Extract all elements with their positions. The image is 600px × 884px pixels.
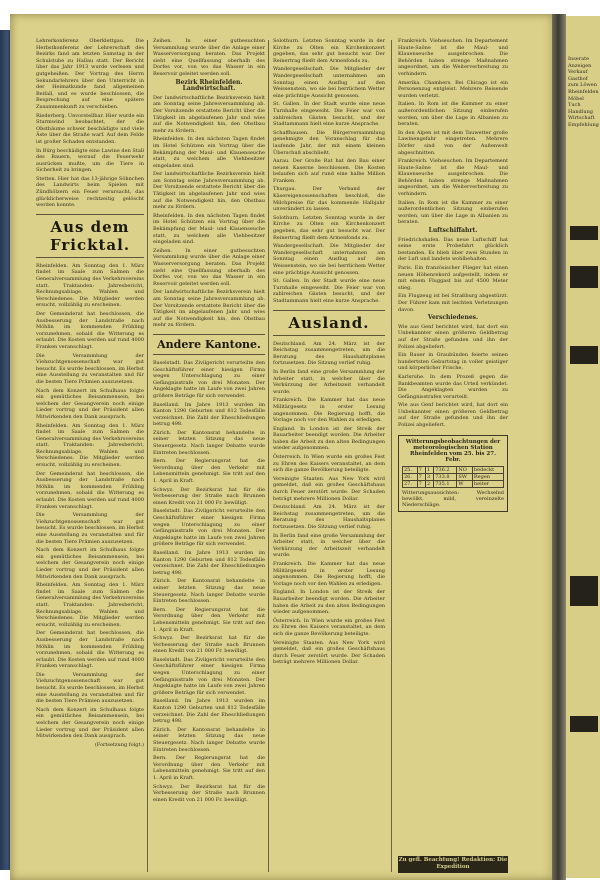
newspaper-page: [10, 14, 558, 880]
article-paragraph: Bern. Der Regierungsrat hat die Verordnung über den Verkehr mit Lebensmitteln genehmigt. Sie tritt auf den 1. April in Kraft.: [153, 458, 265, 485]
article-paragraph: Amerika. Chambers. Bei Chicago ist ein Personenzug entgleist. Mehrere Reisende wurden verletzt.: [398, 79, 508, 99]
adjacent-ad-block: [570, 266, 598, 288]
weather-note: Witterungsaussichten: Wechselnd bewölkt, mild, vereinzelte Niederschläge.: [402, 489, 504, 508]
article-paragraph: Wandergesellschaft. Die Mitglieder der Wandergesellschaft unternahmen am Sonntag einen Ausflug auf den Weissenstein, wo sie bei herrlichem Wetter eine prächtige Aussicht genossen.: [273, 243, 385, 276]
weather-row: [403, 473, 504, 480]
article-paragraph: Die Versammlung der Viehzuchtgenossenschaft war gut besucht. Es wurde beschlossen, im Herbst eine Ausstellung zu veranstalten und für die besten Tiere Prämien auszusetzen.: [36, 512, 144, 545]
article-paragraph: Schwyz. Der Bezirksrat hat für die Verbesserung der Straße nach Brunnen einen Kredit von 21 000 Fr. bewilligt.: [153, 486, 265, 506]
article-paragraph: England. In London ist der Streik der Bauarbeiter beendigt worden. Die Arbeiter haben die Arbeit zu den alten Bedingungen wieder aufgenommen.: [273, 589, 385, 616]
article-paragraph: Zürich. Der Kantonsrat behandelte in seiner letzten Sitzung das neue Steuergesetz. Nach langer Debatte wurde Eintreten beschlossen.: [153, 578, 265, 605]
article-paragraph: Baselland. Im Jahre 1913 wurden im Kanton 1290 Geburten und 812 Todesfälle verzeichnet. Die Zahl der Eheschließungen betrug 498.: [153, 549, 265, 576]
article-paragraph: Zürich. Der Kantonsrat behandelte in seiner letzten Sitzung das neue Steuergesetz. Nach langer Debatte wurde Eintreten beschlossen.: [153, 429, 265, 456]
weather-row: [403, 480, 504, 487]
adjacent-ad-block: [570, 346, 598, 364]
column-rule: [391, 40, 392, 872]
article-paragraph: Solothurn. Letzten Sonntag wurde in der Kirche zu Olten ein Kirchenkonzert gegeben, das sehr gut besucht war. Der Reinertrag fließt dem Armenfonds zu.: [273, 214, 385, 241]
weather-cell: 736.2: [434, 466, 457, 473]
weather-cell: 733.8: [434, 473, 457, 480]
article-paragraph: Der Gemeinderat hat beschlossen, die Ausbesserung der Landstraße nach Möhlin im kommenden Frühling vorzunehmen, sobald die Witterung es erlaubt. Die Kosten werden auf rund 4000 Franken veranschlagt.: [36, 311, 144, 350]
weather-cell: NO: [457, 466, 473, 473]
article-paragraph: Frankreich. Viehseuchen. Im Departement Haute-Saône ist die Maul- und Klauenseuche ausgebrochen. Die Behörden haben strenge Maßnahmen angeordnet, um die Weiterverbreitung zu verhindern.: [398, 158, 508, 198]
article-paragraph: Schwyz. Der Bezirksrat hat für die Verbesserung der Straße nach Brunnen einen Kredit von 21 000 Fr. bewilligt.: [153, 783, 265, 803]
article-paragraph: Der Gemeinderat hat beschlossen, die Ausbesserung der Landstraße nach Möhlin im kommenden Frühling vorzunehmen, sobald die Witterung es erlaubt. Die Kosten werden auf rund 4000 Franken veranschlagt.: [36, 470, 144, 510]
article-paragraph: Zeihen. In einer gutbesuchten Versammlung wurde über die Anlage einer Wasserversorgung beraten. Das Projekt sieht eine Quellfassung oberhalb des Dorfes vor, von wo das Wasser in ein Reservoir geleitet werden soll.: [153, 38, 265, 77]
article-paragraph: Baselstadt. Das Zivilgericht verurteilte den Geschäftsführer einer hiesigen Firma wegen Unterschlagung zu einer Gefängnisstrafe von drei Monaten. Der Angeklagte hatte im Laufe von zwei Jahren größere Beträge für sich verwendet.: [153, 656, 265, 696]
section-title-andere-kantone: Andere Kantone.: [153, 334, 265, 355]
article-paragraph: Paris. Ein französischer Flieger hat einen neuen Höhenrekord aufgestellt, indem er mit einem Fluggast bis auf 4500 Meter stieg.: [398, 265, 508, 291]
article-paragraph: Lehrerkonferenz Oberklettgau. Die Herbstkonferenz der Lehrerschaft des Bezirks fand am letzten Samstag in der Schulstube zu Hallau statt. Der Bericht über das Jahr 1913 wurde verlesen und gutgeheißen. Der Vortrag des Herrn Sekundarlehrers über den Unterricht in der Heimatkunde fand allgemeinen Beifall, und es wurde beschlossen, die Besprechung auf eine spätere Zusammenkunft zu verschieben.: [36, 38, 144, 110]
article-paragraph: Deutschland. Am 24. März ist der Reichstag zusammengetreten, um die Beratung des Haushaltsplanes fortzusetzen. Die Sitzung verlief ruhig.: [273, 340, 385, 367]
article-paragraph: In den Alpen ist mit dem Tauwetter große Lawinengefahr eingetreten. Mehrere Dörfer sind von der Außenwelt abgeschnitten.: [398, 129, 508, 156]
article-paragraph: Wandergesellschaft. Die Mitglieder der Wandergesellschaft unternahmen am Sonntag einen Ausflug auf den Weissenstein, wo sie bei herrlichem Wetter eine prächtige Aussicht genossen.: [273, 66, 385, 99]
column-rule: [147, 40, 148, 872]
article-paragraph: Thurgau. Der Verband der Käsereigenossenschaften beschloß, die Milchpreise für das kommende Halbjahr unverändert zu lassen.: [273, 186, 385, 213]
weather-cell: 27.: [403, 480, 418, 487]
subheading: Bezirk Rheinfelden. Landwirtschaft.: [175, 78, 243, 93]
article-paragraph: Nach dem Konzert im Schulhaus folgte ein gemütliches Beisammensein, bei welchem der Gesangverein noch einige Lieder vortrug und der Präsident allen Mitwirkenden den Dank aussprach.: [36, 547, 144, 580]
article-paragraph: Italien. In Rom ist die Kammer zu einer außerordentlichen Sitzung einberufen worden, um über die Lage in Albanien zu beraten.: [398, 199, 508, 226]
article-paragraph: Baselland. Im Jahre 1913 wurden im Kanton 1290 Geburten und 812 Todesfälle verzeichnet. Die Zahl der Eheschließungen betrug 498.: [153, 698, 265, 725]
adjacent-page-text: Inserate Anzeigen Verkauf Gasthof zum Löwen Rheinfelden Möbel Tuch Handlung Wirtschaft Empfehlung: [568, 56, 599, 128]
article-paragraph: Stetten. Hier hat das 13-jährige Söhnchen des Landwirts beim Spielen mit Zündhölzern ein Feuer verursacht, das glücklicherweise rechtzeitig gelöscht werden konnte.: [36, 175, 144, 209]
article-paragraph: Baselland. Im Jahre 1913 wurden im Kanton 1290 Geburten und 812 Todesfälle verzeichnet. Die Zahl der Eheschließungen betrug 498.: [153, 401, 265, 428]
article-paragraph: Friedrichshafen. Das neue Luftschiff hat seine erste Probefahrt glücklich bestanden. Es blieb über zwei Stunden in der Luft und landete wohlbehalten.: [398, 236, 508, 263]
article-paragraph: Nach dem Konzert im Schulhaus folgte ein gemütliches Beisammensein, bei welchem der Gesangverein noch einige Lieder vortrug und der Präsident allen Mitwirkenden den Dank aussprach.: [36, 387, 144, 420]
article-paragraph: Frankreich. Die Kammer hat das neue Militärgesetz in erster Lesung angenommen. Die Regierung hofft, die Vorlage noch vor den Wahlen zu erledigen.: [273, 560, 385, 587]
article-paragraph: Der landwirtschaftliche Bezirksverein hielt am Sonntag seine Jahresversammlung ab. Der Vorsitzende erstattete Bericht über die Tätigkeit im abgelaufenen Jahr und wies auf die Notwendigkeit hin, den Obstbau mehr zu fördern.: [153, 171, 265, 211]
article-paragraph: Zeihen. In einer gutbesuchten Versammlung wurde über die Anlage einer Wasserversorgung beraten. Das Projekt sieht eine Quellfassung oberhalb des Dorfes vor, von wo das Wasser in ein Reservoir geleitet werden soll.: [153, 247, 265, 287]
article-paragraph: In Bürg beschädigte eine Lawine den Stall des Bauern, worauf die Feuerwehr ausrücken mußte, um die Tiere in Sicherheit zu bringen.: [36, 147, 144, 174]
adjacent-page-edge: [566, 16, 600, 878]
adjacent-ad-block: [570, 576, 598, 606]
column-2: [153, 38, 265, 880]
article-paragraph: Ein Bauer in Graubünden feierte seinen hundertsten Geburtstag in voller geistiger und körperlicher Frische.: [398, 352, 508, 372]
article-paragraph: Italien. In Rom ist die Kammer zu einer außerordentlichen Sitzung einberufen worden, um über die Lage in Albanien zu beraten.: [398, 101, 508, 128]
article-paragraph: Rheinfelden. Am Sonntag den 1. März findet im Saale zum Salmen die Generalversammlung des Verkehrsvereins statt. Traktanden: Jahresbericht, Rechnungsablage, Wahlen und Verschiedenes. Die Mitglieder werden ersucht, vollzählig zu erscheinen.: [36, 582, 144, 628]
column-3: [273, 38, 385, 880]
column-1: [36, 38, 144, 880]
weather-cell: W: [457, 480, 473, 487]
weather-cell: bedeckt: [472, 466, 503, 473]
page-gutter: [552, 14, 566, 880]
article-paragraph: Der landwirtschaftliche Bezirksverein hielt am Sonntag seine Jahresversammlung ab. Der Vorsitzende erstattete Bericht über die Tätigkeit im abgelaufenen Jahr und wies auf die Notwendigkeit hin, den Obstbau mehr zu fördern.: [153, 94, 265, 134]
weather-title: Witterungsbeobachtungen der meteorologischen Station Rheinfelden vom 25. bis 27. Febr.: [405, 438, 501, 463]
section-title-fricktal: Aus dem Fricktal.: [36, 214, 144, 258]
article-paragraph: Baselstadt. Das Zivilgericht verurteilte den Geschäftsführer einer hiesigen Firma wegen Unterschlagung zu einer Gefängnisstrafe von drei Monaten. Der Angeklagte hatte im Laufe von zwei Jahren größere Beträge für sich verwendet.: [153, 359, 265, 399]
article-paragraph: Deutschland. Am 24. März ist der Reichstag zusammengetreten, um die Beratung des Haushaltsplanes fortzusetzen. Die Sitzung verlief ruhig.: [273, 504, 385, 530]
weather-cell: 3: [425, 473, 433, 480]
article-paragraph: Riederberg. Unvorstellbar. Hier wurde ein Sturmwind beobachtet, der die Obstbäume schwer beschädigte und viele Äste über die Straße warf. Auf dem Felde ist großer Schaden entstanden.: [36, 112, 144, 145]
weather-cell: 26.: [403, 473, 418, 480]
adjacent-ad-block: [570, 226, 598, 240]
article-paragraph: Frankreich. Die Kammer hat das neue Militärgesetz in erster Lesung angenommen. Die Regierung hofft, die Vorlage noch vor den Wahlen zu erledigen.: [273, 397, 385, 424]
article-paragraph: Vereinigte Staaten. Aus New York wird gemeldet, daß ein großes Geschäftshaus durch Feuer zerstört wurde. Der Schaden beträgt mehrere Millionen Dollar.: [273, 475, 385, 502]
article-paragraph: In Berlin fand eine große Versammlung der Arbeiter statt, in welcher über die Verkürzung der Arbeitszeit verhandelt wurde.: [273, 368, 385, 395]
weather-cell: 25.: [403, 466, 418, 473]
footer-banner: Zu gefl. Beachtung! Redaktion: Die Expedition: [398, 856, 508, 873]
article-paragraph: Die Versammlung der Viehzuchtgenossenschaft war gut besucht. Es wurde beschlossen, im Herbst eine Ausstellung zu veranstalten und für die besten Tiere Prämien auszusetzen.: [36, 671, 144, 705]
weather-cell: Regen: [472, 473, 503, 480]
article-paragraph: England. In London ist der Streik der Bauarbeiter beendigt worden. Die Arbeiter haben die Arbeit zu den alten Bedingungen wieder aufgenommen.: [273, 425, 385, 452]
article-paragraph: Schaffhausen. Die Bürgerversammlung genehmigte den Voranschlag für das laufende Jahr, der mit einem kleinen Überschuß abschließt.: [273, 129, 385, 156]
weather-cell: 7: [417, 480, 425, 487]
weather-cell: heiter: [472, 480, 503, 487]
article-paragraph: Nach dem Konzert im Schulhaus folgte ein gemütliches Beisammensein, bei welchem der Gesangverein noch einige Lieder vortrug und der Präsident allen Mitwirkenden den Dank aussprach.: [36, 706, 144, 740]
article-paragraph: Baselstadt. Das Zivilgericht verurteilte den Geschäftsführer einer hiesigen Firma wegen Unterschlagung zu einer Gefängnisstrafe von drei Monaten. Der Angeklagte hatte im Laufe von zwei Jahren größere Beträge für sich verwendet.: [153, 508, 265, 548]
article-paragraph: St. Gallen. In der Stadt wurde eine neue Turnhalle eingeweiht. Die Feier war von zahlreichen Gästen besucht, und der Stadtammann hielt eine kurze Ansprache.: [273, 278, 385, 304]
article-paragraph: Karlsruhe. In dem Prozeß gegen die Bankbeamten wurde das Urteil verkündet. Die Angeklagten wurden zu Gefängnisstrafen verurteilt.: [398, 373, 508, 400]
weather-cell: 1: [425, 466, 433, 473]
article-paragraph: St. Gallen. In der Stadt wurde eine neue Turnhalle eingeweiht. Die Feier war von zahlreichen Gästen besucht, und der Stadtammann hielt eine kurze Ansprache.: [273, 101, 385, 128]
subheading-luftschiffahrt: Luftschiffahrt.: [428, 227, 478, 235]
article-paragraph: Bern. Der Regierungsrat hat die Verordnung über den Verkehr mit Lebensmitteln genehmigt. Sie tritt auf den 1. April in Kraft.: [153, 606, 265, 633]
article-paragraph: Ein Flugzeug ist bei Straßburg abgestürzt. Der Führer kam mit leichten Verletzungen davon.: [398, 293, 508, 313]
article-paragraph: Zürich. Der Kantonsrat behandelte in seiner letzten Sitzung das neue Steuergesetz. Nach langer Debatte wurde Eintreten beschlossen.: [153, 726, 265, 753]
article-paragraph: Solothurn. Letzten Sonntag wurde in der Kirche zu Olten ein Kirchenkonzert gegeben, das sehr gut besucht war. Der Reinertrag fließt dem Armenfonds zu.: [273, 38, 385, 64]
article-paragraph: Aarau. Der Große Rat hat den Bau einer neuen Kaserne beschlossen. Die Kosten belaufen sich auf rund eine halbe Million Franken.: [273, 158, 385, 184]
article-paragraph: Rheinfelden. In den nächsten Tagen findet im Hotel Schützen ein Vortrag über die Bekämpfung der Maul- und Klauenseuche statt, zu welchem alle Viehbesitzer eingeladen sind.: [153, 212, 265, 246]
article-paragraph: Österreich. In Wien wurde ein großes Fest zu Ehren des Kaisers veranstaltet, an dem sich die ganze Bevölkerung beteiligte.: [273, 454, 385, 474]
weather-cell: 7: [417, 466, 425, 473]
weather-row: [403, 466, 504, 473]
article-paragraph: Rheinfelden. Am Sonntag den 1. März findet im Saale zum Salmen die Generalversammlung des Verkehrsvereins statt. Traktanden: Jahresbericht, Rechnungsablage, Wahlen und Verschiedenes. Die Mitglieder werden ersucht, vollzählig zu erscheinen.: [36, 422, 144, 469]
article-paragraph: Der landwirtschaftliche Bezirksverein hielt am Sonntag seine Jahresversammlung ab. Der Vorsitzende erstattete Bericht über die Tätigkeit im abgelaufenen Jahr und wies auf die Notwendigkeit hin, den Obstbau mehr zu fördern.: [153, 289, 265, 329]
article-paragraph: Bern. Der Regierungsrat hat die Verordnung über den Verkehr mit Lebensmitteln genehmigt. Sie tritt auf den 1. April in Kraft.: [153, 755, 265, 781]
weather-cell: SW: [457, 473, 473, 480]
weather-cell: 7: [417, 473, 425, 480]
article-paragraph: Vereinigte Staaten. Aus New York wird gemeldet, daß ein großes Geschäftshaus durch Feuer zerstört wurde. Der Schaden beträgt mehrere Millionen Dollar.: [273, 639, 385, 666]
article-paragraph: Wie aus Genf berichtet wird, hat dort ein Unbekannter einen größeren Geldbetrag auf der Straße gefunden und ihn der Polizei abgeliefert.: [398, 402, 508, 429]
weather-cell: 2: [425, 480, 433, 487]
article-paragraph: Österreich. In Wien wurde ein großes Fest zu Ehren des Kaisers veranstaltet, an dem sich die ganze Bevölkerung beteiligte.: [273, 617, 385, 637]
weather-box: [398, 435, 508, 512]
article-paragraph: Frankreich. Viehseuchen. Im Departement Haute-Saône ist die Maul- und Klauenseuche ausgebrochen. Die Behörden haben strenge Maßnahmen angeordnet, um die Weiterverbreitung zu verhindern.: [398, 38, 508, 77]
article-paragraph: Schwyz. Der Bezirksrat hat für die Verbesserung der Straße nach Brunnen einen Kredit von 21 000 Fr. bewilligt.: [153, 635, 265, 655]
article-paragraph: Wie aus Genf berichtet wird, hat dort ein Unbekannter einen größeren Geldbetrag auf der Straße gefunden und ihn der Polizei abgeliefert.: [398, 323, 508, 350]
section-title-ausland: Ausland.: [273, 310, 385, 336]
article-paragraph: Der Gemeinderat hat beschlossen, die Ausbesserung der Landstraße nach Möhlin im kommenden Frühling vorzunehmen, sobald die Witterung es erlaubt. Die Kosten werden auf rund 4000 Franken veranschlagt.: [36, 630, 144, 670]
continuation-note: (Fortsetzung folgt.): [94, 741, 144, 748]
column-4: [398, 38, 508, 852]
column-rule: [268, 40, 269, 872]
article-paragraph: Die Versammlung der Viehzuchtgenossenschaft war gut besucht. Es wurde beschlossen, im Herbst eine Ausstellung zu veranstalten und für die besten Tiere Prämien auszusetzen.: [36, 352, 144, 385]
article-paragraph: In Berlin fand eine große Versammlung der Arbeiter statt, in welcher über die Verkürzung der Arbeitszeit verhandelt wurde.: [273, 532, 385, 559]
weather-cell: 735.1: [434, 480, 457, 487]
adjacent-ad-block: [570, 716, 598, 732]
article-paragraph: Rheinfelden. Am Sonntag den 1. März findet im Saale zum Salmen die Generalversammlung des Verkehrsvereins statt. Traktanden: Jahresbericht, Rechnungsablage, Wahlen und Verschiedenes. Die Mitglieder werden ersucht, vollzählig zu erscheinen.: [36, 262, 144, 309]
weather-table: [402, 466, 504, 488]
subheading-verschiedenes: Verschiedenes.: [427, 314, 479, 322]
article-paragraph: Rheinfelden. In den nächsten Tagen findet im Hotel Schützen ein Vortrag über die Bekämpfung der Maul- und Klauenseuche statt, zu welchem alle Viehbesitzer eingeladen sind.: [153, 136, 265, 169]
